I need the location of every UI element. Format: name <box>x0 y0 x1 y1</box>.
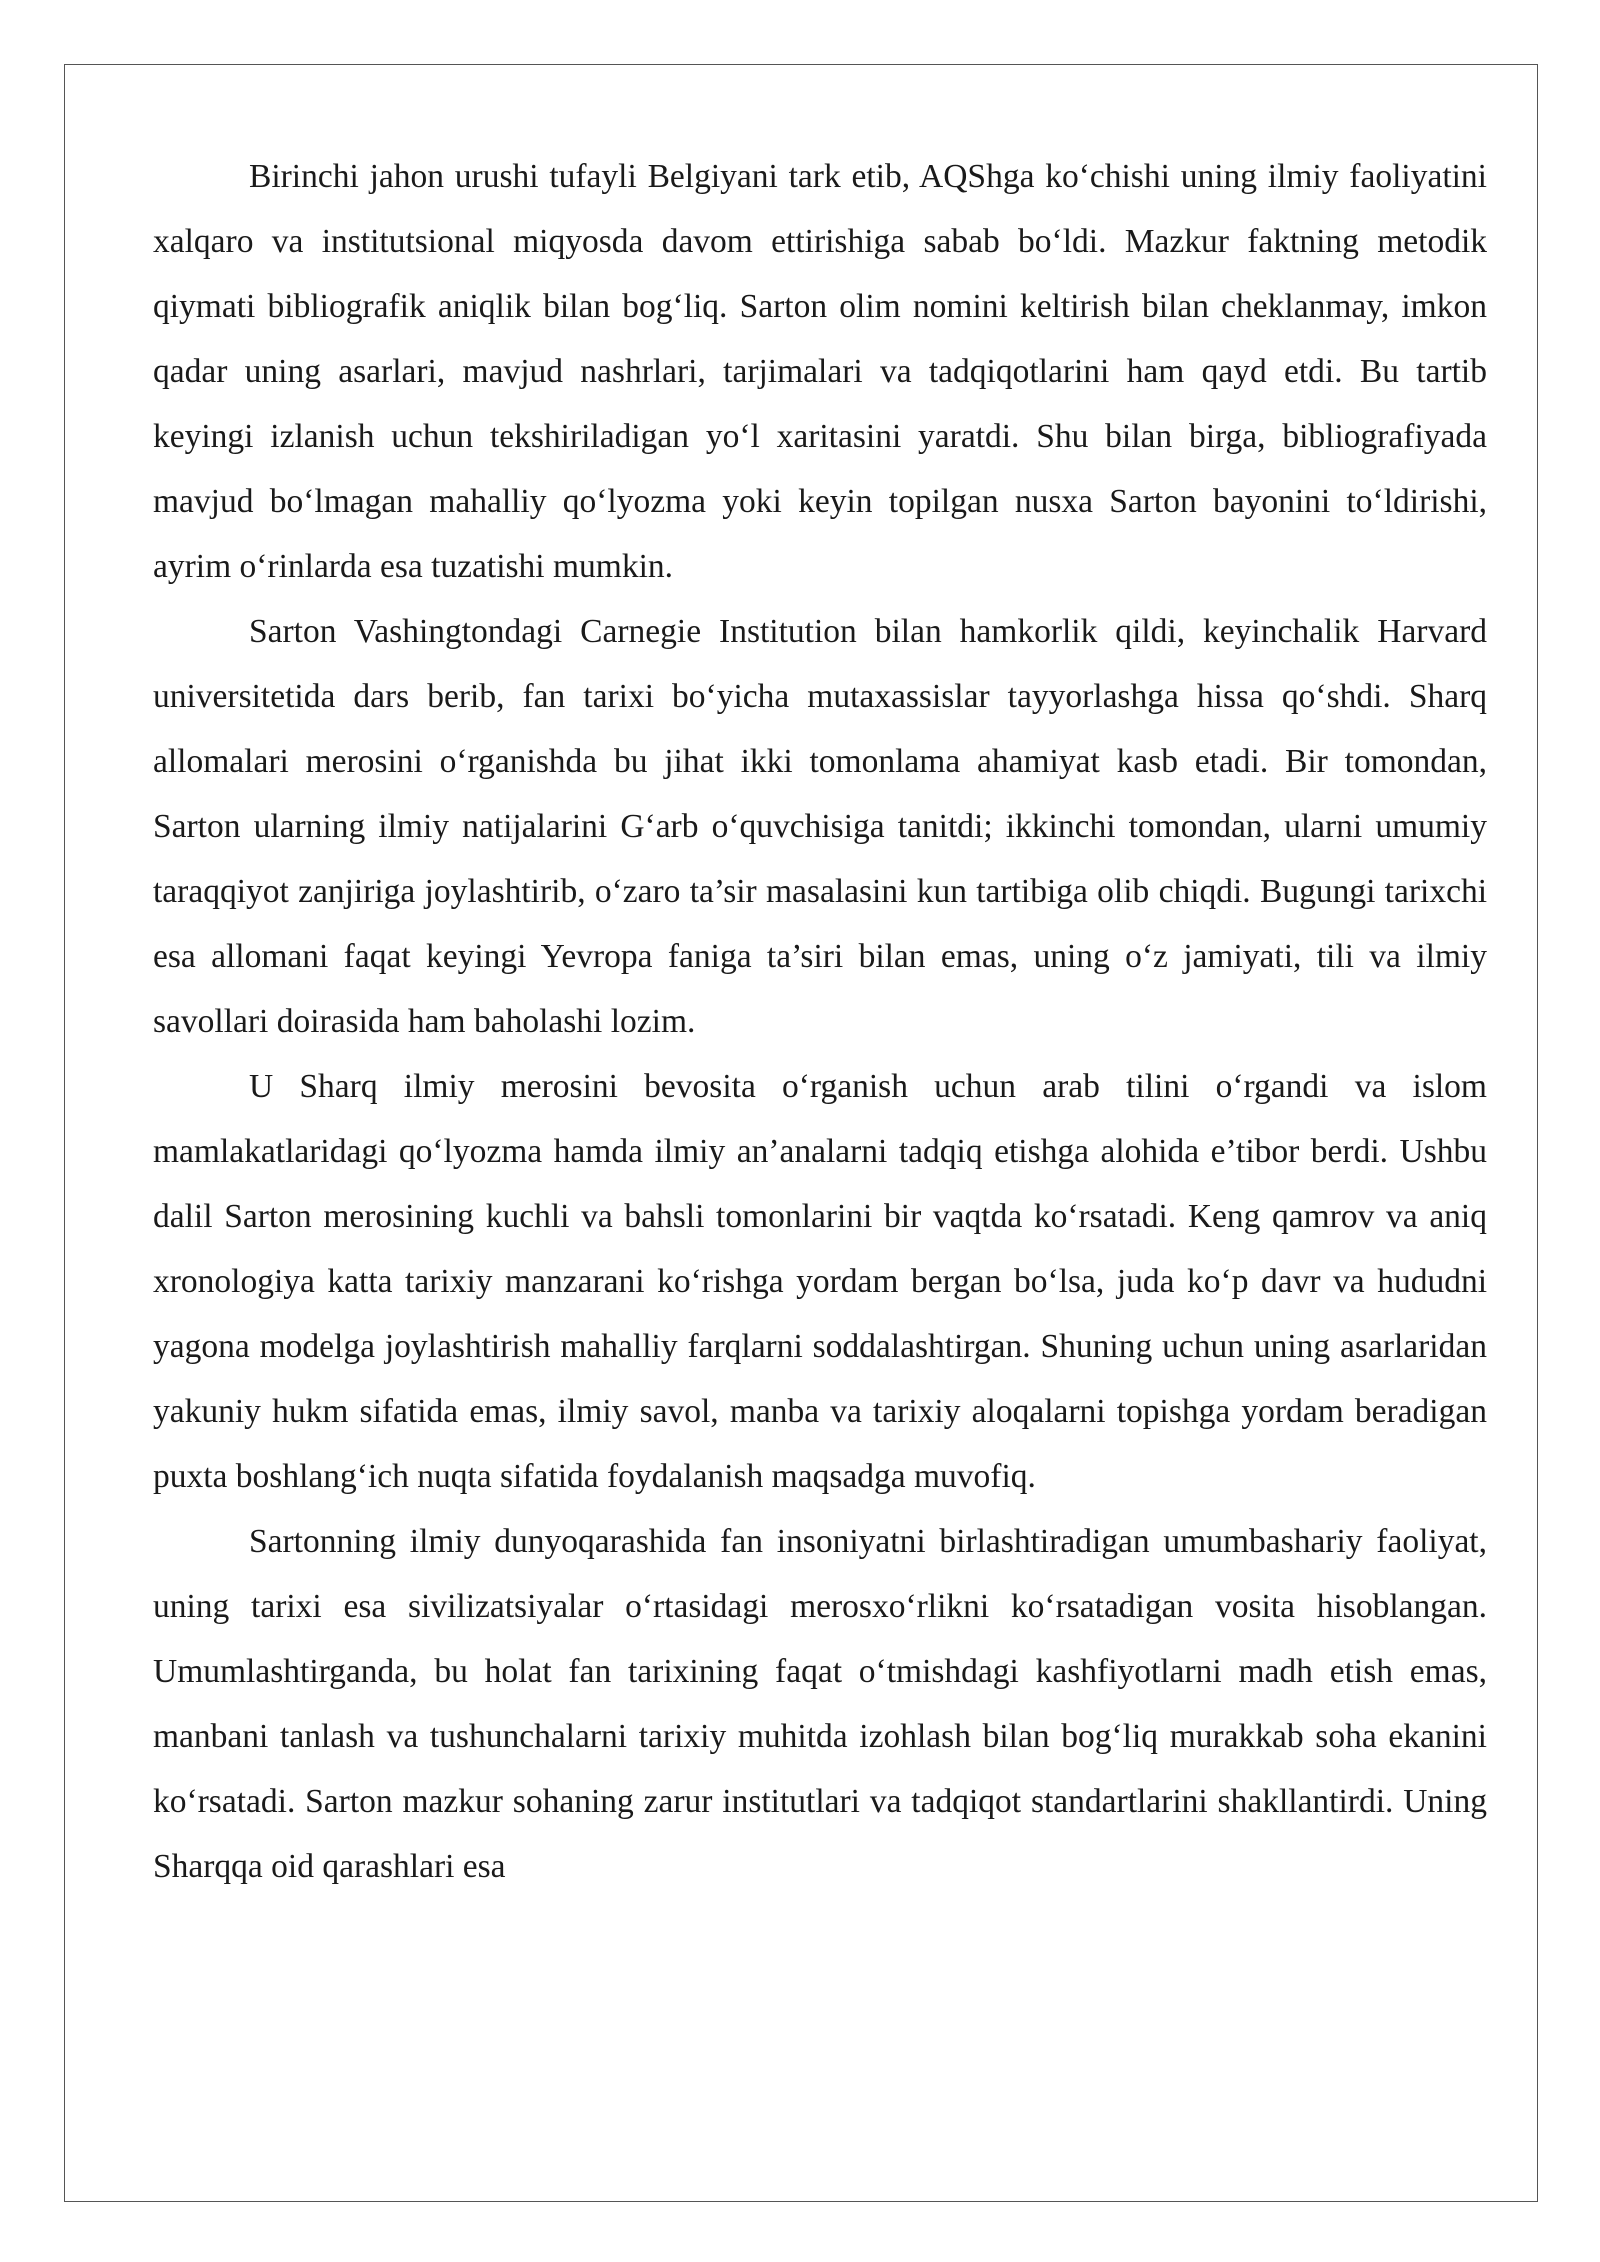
paragraph: Sarton Vashingtondagi Carnegie Institution bilan hamkorlik qildi, keyinchalik Harvard universitetida dars berib, fan tarixi boʻyicha mutaxassislar tayyorlashga hissa qoʻshdi. Sharq allomalari merosini oʻrganishda bu jihat ikki tomonlama ahamiyat kasb etadi. Bir tomondan, Sarton ularning ilmiy natijalarini Gʻarb oʻquvchisiga tanitdi; ikkinchi tomondan, ularni umumiy taraqqiyot zanjiriga joylashtirib, oʻzaro ta’sir masalasini kun tartibiga olib chiqdi. Bugungi tarixchi esa allomani faqat keyingi Yevropa faniga ta’siri bilan emas, uning oʻz jamiyati, tili va ilmiy savollari doirasida ham baholashi lozim. <box>153 613 1487 1040</box>
paragraph: Birinchi jahon urushi tufayli Belgiyani tark etib, AQShga koʻchishi uning ilmiy faoliyatini xalqaro va institutsional miqyosda davom ettirishiga sabab boʻldi. Mazkur faktning metodik qiymati bibliografik aniqlik bilan bogʻliq. Sarton olim nomini keltirish bilan cheklanmay, imkon qadar uning asarlari, mavjud nashrlari, tarjimalari va tadqiqotlarini ham qayd etdi. Bu tartib keyingi izlanish uchun tekshiriladigan yoʻl xaritasini yaratdi. Shu bilan birga, bibliografiyada mavjud boʻlmagan mahalliy qoʻlyozma yoki keyin topilgan nusxa Sarton bayonini toʻldirishi, ayrim oʻrinlarda esa tuzatishi mumkin. <box>153 158 1487 585</box>
paragraph: U Sharq ilmiy merosini bevosita oʻrganish uchun arab tilini oʻrgandi va islom mamlakatlaridagi qoʻlyozma hamda ilmiy an’analarni tadqiq etishga alohida e’tibor berdi. Ushbu dalil Sarton merosining kuchli va bahsli tomonlarini bir vaqtda koʻrsatadi. Keng qamrov va aniq xronologiya katta tarixiy manzarani koʻrishga yordam bergan boʻlsa, juda koʻp davr va hududni yagona modelga joylashtirish mahalliy farqlarni soddalashtirgan. Shuning uchun uning asarlaridan yakuniy hukm sifatida emas, ilmiy savol, manba va tarixiy aloqalarni topishga yordam beradigan puxta boshlangʻich nuqta sifatida foydalanish maqsadga muvofiq. <box>153 1068 1487 1495</box>
paragraph: Sartonning ilmiy dunyoqarashida fan insoniyatni birlashtiradigan umumbashariy faoliyat, uning tarixi esa sivilizatsiyalar oʻrtasidagi merosxoʻrlikni koʻrsatadigan vosita hisoblangan. Umumlashtirganda, bu holat fan tarixining faqat oʻtmishdagi kashfiyotlarni madh etish emas, manbani tanlash va tushunchalarni tarixiy muhitda izohlash bilan bogʻliq murakkab soha ekanini koʻrsatadi. Sarton mazkur sohaning zarur institutlari va tadqiqot standartlarini shakllantirdi. Uning Sharqqa oid qarashlari esa <box>153 1523 1487 1885</box>
document-body <box>153 144 1487 1899</box>
